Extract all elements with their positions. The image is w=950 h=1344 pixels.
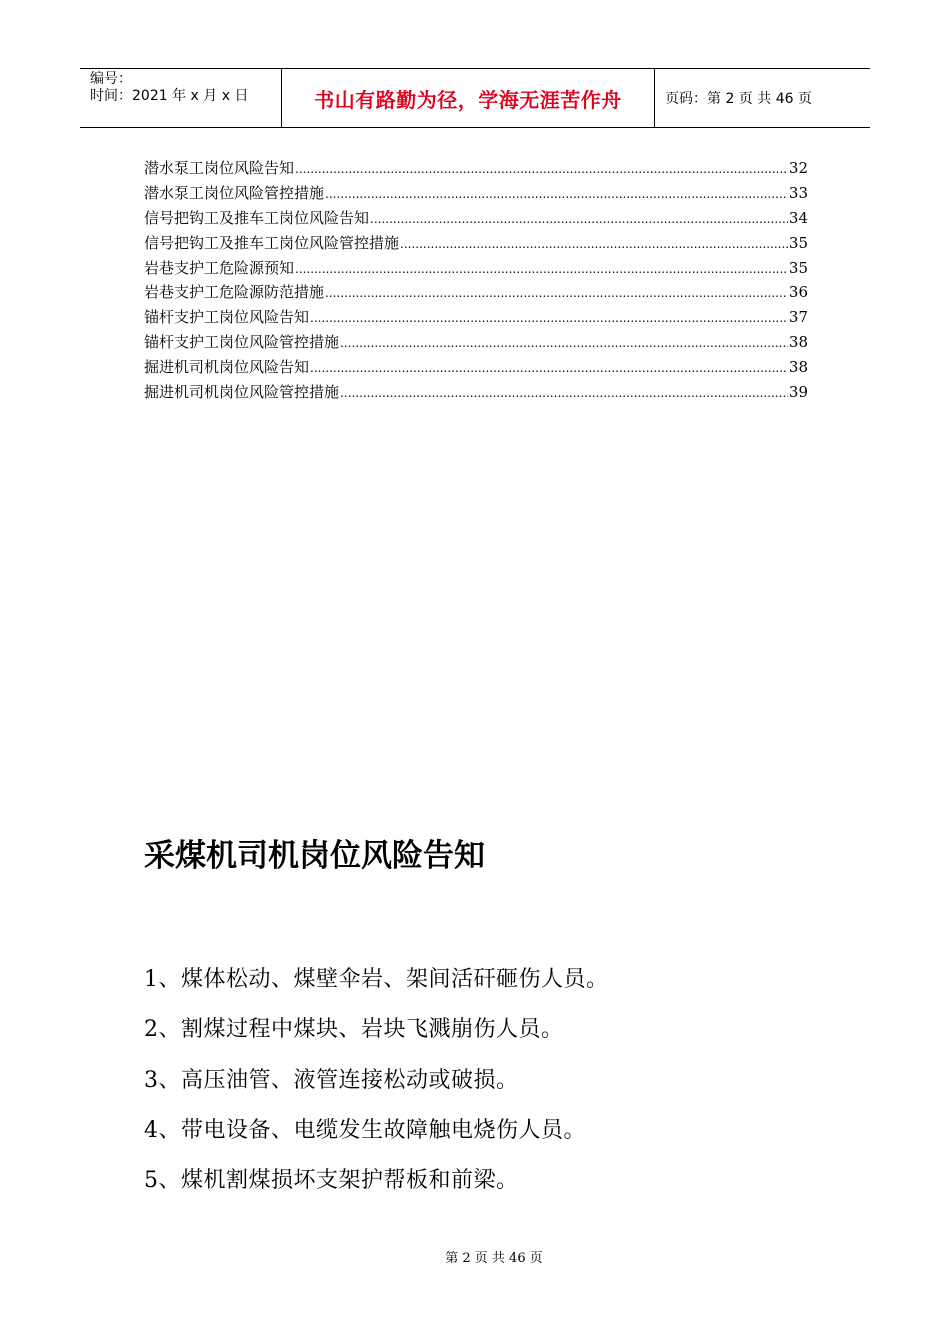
toc-item-title: 潜水泵工岗位风险管控措施: [144, 183, 325, 202]
toc-leader-dots: [295, 257, 788, 282]
toc-item[interactable]: [144, 206, 808, 231]
document-number-label: 编号：: [90, 71, 132, 87]
toc-item[interactable]: [144, 380, 808, 405]
toc-leader-dots: [295, 157, 788, 182]
toc-item-page: 35: [788, 258, 808, 277]
toc-item[interactable]: [144, 280, 808, 305]
toc-item-page: 36: [788, 283, 808, 302]
toc-item-page: 39: [788, 383, 808, 402]
header-meta: [80, 69, 282, 127]
toc-item[interactable]: [144, 231, 808, 256]
risk-list: [144, 955, 609, 1206]
document-date-label: 时间：2021 年 x 月 x 日: [90, 88, 249, 104]
toc-item[interactable]: [144, 355, 808, 380]
toc-item-title: 潜水泵工岗位风险告知: [144, 159, 295, 177]
toc-item-page: 37: [788, 308, 808, 327]
toc-item-title: 掘进机司机岗位风险管控措施: [144, 383, 340, 402]
toc-leader-dots: [340, 381, 788, 406]
risk-list-item: 5、煤机割煤损坏支架护帮板和前梁。: [144, 1168, 519, 1194]
toc-item-title: 锚杆支护工岗位风险管控措施: [144, 333, 340, 352]
toc-item-title: 信号把钩工及推车工岗位风险告知: [144, 208, 370, 227]
page-footer: 第 2 页 共 46 页: [445, 1251, 543, 1266]
toc-item-page: 35: [788, 233, 808, 252]
toc-item-page: 33: [788, 183, 808, 202]
toc-item-title: 岩巷支护工危险源防范措施: [144, 283, 325, 302]
toc-item-title: 掘进机司机岗位风险告知: [144, 358, 310, 377]
toc-leader-dots: [325, 182, 788, 207]
header-page-info: 页码：第 2 页 共 46 页: [665, 91, 812, 107]
toc-item-page: 38: [788, 358, 808, 377]
toc-item[interactable]: [144, 181, 808, 206]
document-header: [80, 68, 870, 128]
risk-list-item: 4、带电设备、电缆发生故障触电烧伤人员。: [144, 1117, 586, 1143]
toc-item-title: 信号把钩工及推车工岗位风险管控措施: [144, 233, 400, 252]
toc-leader-dots: [325, 281, 788, 306]
toc-item-page: 38: [788, 333, 808, 352]
risk-list-item: 3、高压油管、液管连接松动或破损。: [144, 1067, 519, 1093]
toc-item[interactable]: [144, 156, 808, 181]
risk-list-item: 1、煤体松动、煤壁伞岩、架间活矸砸伤人员。: [144, 967, 609, 992]
toc-leader-dots: [310, 306, 788, 331]
toc-item-title: 锚杆支护工岗位风险告知: [144, 308, 310, 327]
toc-leader-dots: [400, 232, 788, 257]
toc-leader-dots: [310, 356, 788, 381]
header-motto: 书山有路勤为径，学海无涯苦作舟: [282, 69, 655, 127]
toc-item-page: 34: [788, 208, 808, 227]
toc-item-page: 32: [788, 159, 808, 177]
toc-item[interactable]: [144, 305, 808, 330]
toc-leader-dots: [340, 331, 788, 356]
section-title: 采煤机司机岗位风险告知: [144, 838, 485, 874]
risk-list-item: 2、割煤过程中煤块、岩块飞溅崩伤人员。: [144, 1017, 564, 1043]
toc-item-title: 岩巷支护工危险源预知: [144, 258, 295, 277]
toc-leader-dots: [370, 207, 788, 232]
table-of-contents: [144, 156, 808, 405]
toc-item[interactable]: [144, 330, 808, 355]
toc-item[interactable]: [144, 256, 808, 281]
